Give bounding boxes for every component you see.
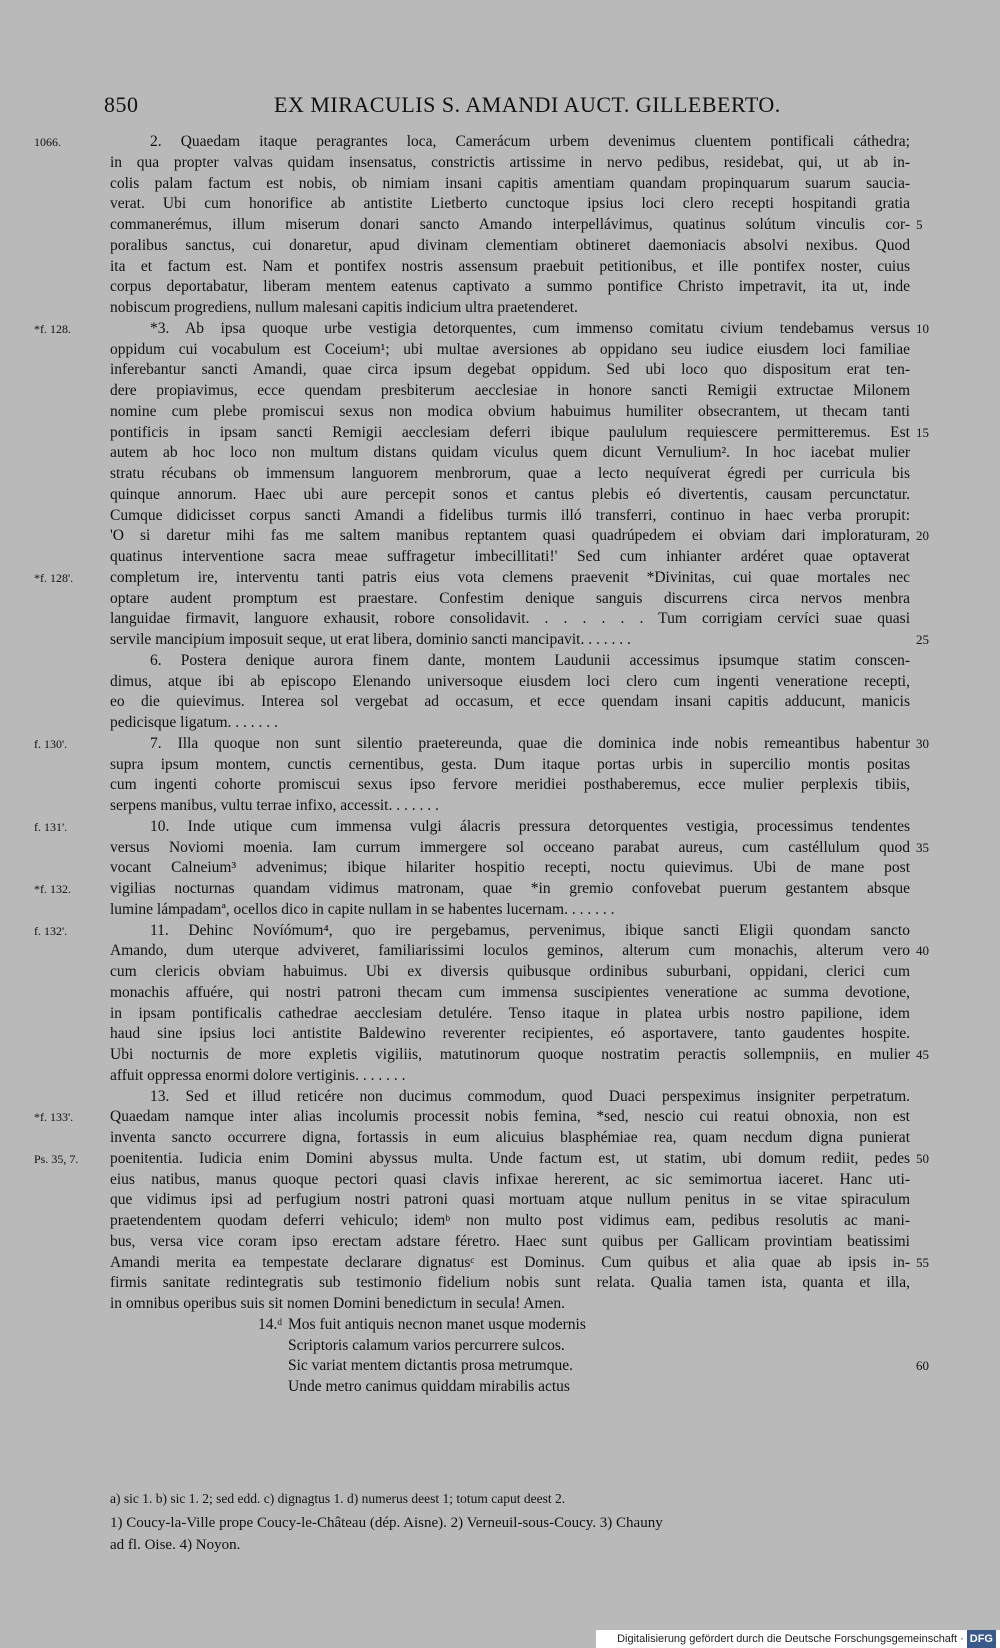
line-text: nobiscum progrediens, nullum malesani capitis indicium ultra praetenderet. xyxy=(110,299,578,316)
text-line xyxy=(0,1253,1000,1274)
line-number: 5 xyxy=(916,217,923,232)
line-text: ita et factum est. Nam et pontifex nostris assensum praebuit petitionibus, et ille pontifex noster, cuius xyxy=(110,257,910,275)
line-number: 15 xyxy=(916,424,929,440)
line-number: 60 xyxy=(916,1358,929,1374)
line-text: in qua propter valvas quidam insensatus, constrictis artissime in nervo pedibus, residebat, qui, ut ab in- xyxy=(110,153,910,171)
text-line xyxy=(0,174,1000,195)
text-line xyxy=(0,547,1000,568)
text-line xyxy=(0,1024,1000,1045)
text-line xyxy=(0,340,1000,361)
line-text: vocant Calneium³ advenimus; ibique hilariter hospitio recepti, noctu quievimus. Ubi de mane post xyxy=(110,859,910,877)
line-text: inventa sancto occurrere digna, fortassis in eum alicuius blasphémiae rea, quam necdum digna punierat xyxy=(110,1129,910,1146)
text-line xyxy=(0,1232,1000,1253)
verse-text: Sic variat mentem dictantis prosa metrumque. xyxy=(288,1357,573,1375)
line-text: eo die quievimus. Interea sol vergebat ad occasum, et ecce quendam insani capitis adducunt, manicis xyxy=(110,693,910,711)
line-number: 35 xyxy=(916,839,929,855)
line-text: poenitentia. Iudicia enim Domini abyssus multa. Unde factum est, ut statim, ubi domum rediit, pedes xyxy=(110,1149,910,1167)
line-number: 30 xyxy=(916,735,929,751)
line-text: oppidum cui vocabulum est Coceium¹; ubi multae aversiones ab oppidano seu iudice eiusdem loci familiae xyxy=(110,340,910,358)
verse-line xyxy=(0,1377,1000,1398)
line-text: corpus deportabatur, liberam mentem eatenus captivato a summo pontifice Christo impetravit, ita ut, inde xyxy=(110,278,910,296)
text-line xyxy=(0,1107,1000,1128)
text-line xyxy=(0,962,1000,983)
line-number: 50 xyxy=(916,1150,929,1166)
line-text: autem ab hoc loco non multum distans quidam viculus quem dicunt Vernulium². In hoc iacebat mulier xyxy=(110,444,910,462)
line-text: affuit oppressa enormi dolore vertiginis. . . . . . . xyxy=(110,1066,406,1084)
verse-text: Scriptoris calamum varios percurrere sulcos. xyxy=(288,1336,565,1354)
verse-line xyxy=(0,1336,1000,1357)
text-line xyxy=(0,423,1000,444)
dfg-logo: DFG xyxy=(967,1630,996,1648)
line-text: nomine cum plebe promiscui sexus non modica obvium habuimus humiliter obsecrantem, ut thecam tanti xyxy=(110,402,910,420)
text-line xyxy=(0,734,1000,755)
verse-text: Mos fuit antiquis necnon manet usque modernis xyxy=(288,1315,586,1333)
margin-reference: f. 132'. xyxy=(34,923,68,938)
text-line xyxy=(0,858,1000,879)
line-text: 13. Sed et illud reticére non ducimus commodum, quod Duaci perspeximus insigniter perpetratum. xyxy=(150,1087,910,1105)
text-line xyxy=(0,1211,1000,1232)
line-number: 25 xyxy=(916,632,929,647)
text-line xyxy=(0,319,1000,340)
line-text: pontificis in ipsam sancti Remigii aecclesiam deferri ibique paululum requiescere permitteremus. Est xyxy=(110,423,910,441)
footnotes xyxy=(110,1512,910,1556)
text-line xyxy=(0,215,1000,236)
line-text: commanerémus, illum miserum donari sancto Amando interpellávimus, quatinus solútum vinculis cor- xyxy=(110,216,910,233)
line-text: stratu récubans ob immensum languorem menbrorum, quae a lecto nequíverat égredi per curricula bis xyxy=(110,465,910,482)
text-line xyxy=(0,672,1000,693)
text-line xyxy=(0,277,1000,298)
text-line xyxy=(0,526,1000,547)
text-line xyxy=(0,1128,1000,1149)
line-text: 11. Dehinc Novíómum⁴, quo ire pergebamus, pervenimus, ibique sancti Eligii quondam sancto xyxy=(150,921,910,939)
text-line xyxy=(0,941,1000,962)
line-text: bus, versa vice coram ipso erectam adstare féretro. Haec sunt quibus per Gallicam provintiam beatissimi xyxy=(110,1232,910,1250)
text-line xyxy=(0,713,1000,734)
line-text: que vidimus ipsi ad perfugium nostri patroni quasi mortuam atque nullum penitus in se vitae spiraculum xyxy=(110,1191,910,1209)
line-text: 7. Illa quoque non sunt silentio praetereunda, quae die dominica inde nobis remeantibus habentur xyxy=(150,734,910,752)
text-line xyxy=(0,1273,1000,1294)
text-line xyxy=(0,900,1000,921)
margin-reference: 1066. xyxy=(34,135,61,149)
text-line xyxy=(0,755,1000,776)
line-text: verat. Ubi cum honorifice ab antistite Lietberto cunctoque ipsius loci clero recepti hospitandi gratia xyxy=(110,195,910,213)
line-text: in ipsam pontificalis cathedrae aecclesiam detulére. Tenso itaque in platea urbis nostro papilione, idem xyxy=(110,1004,910,1022)
line-text: dimus, atque ibi ab episcopo Elenando universoque eiusdem loci clero cum ingenti veneratione recepti, xyxy=(110,672,910,690)
line-text: eius natibus, manus quoque pectori quasi clavis infixae hererent, ac sic semimortua iaceret. Hanc uti- xyxy=(110,1170,910,1188)
line-number: 10 xyxy=(916,320,929,336)
variant-notes: a) sic 1. b) sic 1. 2; sed edd. c) dignagtus 1. d) numerus deest 1; totum caput deest 2. xyxy=(110,1491,566,1506)
text-line xyxy=(0,464,1000,485)
line-text: colis palam factum est nobis, ob nimiam insani capitis amentiam quandam propinquarum suarum saucia- xyxy=(110,174,910,192)
margin-reference: f. 130'. xyxy=(34,736,68,751)
line-text: praetendentem quodam deferri vehiculo; idemᵇ non multo post vidimus eam, pedibus resolutis ac mani- xyxy=(110,1212,910,1229)
text-line xyxy=(0,1190,1000,1211)
line-text: vigilias nocturnas quandam vidimus matronam, quae *in gremio confovebat puerum gestantem absque xyxy=(110,880,910,897)
text-line xyxy=(0,153,1000,174)
line-text: servile mancipium imposuit seque, ut erat libera, dominio sancti mancipavit. . . . . . . xyxy=(110,631,631,648)
line-text: haud sine ipsius loci antistite Baldewino reverenter recipientes, eó asportavere, tanto gaudentes hospite. xyxy=(110,1025,910,1043)
line-number: 55 xyxy=(916,1254,929,1270)
line-text: lumine lámpadamª, ocellos dico in capite nullam in se habentes lucernam. . . . . . . xyxy=(110,900,615,918)
line-text: versus Noviomi moenia. Iam currum immergere sol occeano parabat aureus, cum castéllulum quod xyxy=(110,838,910,856)
line-text: 6. Postera denique aurora finem dante, montem Laudunii accessimus ipsumque statim conscen- xyxy=(150,651,910,669)
verse-line xyxy=(0,1356,1000,1377)
text-line xyxy=(0,630,1000,651)
text-line xyxy=(0,921,1000,942)
line-text: 2. Quaedam itaque peragrantes loca, Camerácum urbem devenimus cluentem pontificali cáthedra; xyxy=(150,133,910,150)
text-line xyxy=(0,651,1000,672)
text-line xyxy=(0,1170,1000,1191)
text-line xyxy=(0,194,1000,215)
text-line xyxy=(0,1149,1000,1170)
line-text: Amandi merita ea tempestate declarare dignatusᶜ est Dominus. Cum quibus et alia quae ab ipsis in- xyxy=(110,1253,910,1271)
line-text: cum ingenti cohorte promiscui sexus ipso fervore meridiei posthaberemus, ecce mulier perplexis tibiis, xyxy=(110,776,910,794)
text-line xyxy=(0,360,1000,381)
text-line xyxy=(0,692,1000,713)
line-text: quinque annorum. Haec ubi aure percepit sonos et cantus plebis eó divertentis, causam percunctatur. xyxy=(110,485,910,503)
verse-section-number: 14.ᵈ xyxy=(258,1315,283,1333)
text-line xyxy=(0,298,1000,319)
line-text: firmis sanitate redintegratis sub testimonio fidelium nobis sunt relata. Qualia tamen ista, quanta et illa, xyxy=(110,1274,910,1292)
margin-reference: f. 131'. xyxy=(34,819,68,834)
running-title: EX MIRACULIS S. AMANDI AUCT. GILLEBERTO. xyxy=(274,92,781,117)
line-text: inferebantur sancti Amandi, quae circa ipsum degebat oppidum. Sed ubi loco quo dispositum erat ten- xyxy=(110,361,910,379)
margin-reference: *f. 128'. xyxy=(34,570,74,585)
line-number: 40 xyxy=(916,943,929,959)
line-text: monachis affuére, qui nostri patroni thecam cum immensa suscipientes veneratione ac summa devotione, xyxy=(110,983,910,1001)
main-text xyxy=(0,132,1000,1398)
text-line xyxy=(0,879,1000,900)
line-text: languidae firmavit, languore exhausit, robore consolidavit. . . . . . . Tum corrigiam cervíci suae quasi xyxy=(110,610,910,628)
text-line xyxy=(0,983,1000,1004)
text-line xyxy=(0,609,1000,630)
text-line xyxy=(0,381,1000,402)
line-text: supra ipsum montem, cunctis cernentibus, gesta. Dum itaque portas urbis in supercilio montis positas xyxy=(110,755,910,773)
text-line xyxy=(0,132,1000,153)
line-text: Ubi nocturnis de more expletis vigiliis, matutinorum quoque nostratim peractis sollempniis, en mulier xyxy=(110,1046,910,1063)
text-line xyxy=(0,589,1000,610)
line-text: cum clericis obviam habuimus. Ubi ex diversis quibusque ordinibus suburbani, oppidani, clerici cum xyxy=(110,963,910,980)
page-header xyxy=(104,92,904,122)
line-text: Amando, dum uterque adviveret, familiarissimi loculos geminos, alterum cum monachis, alterum vero xyxy=(110,942,910,960)
credit-text: Digitalisierung gefördert durch die Deutsche Forschungsgemeinschaft · xyxy=(617,1633,964,1645)
margin-reference: *f. 132. xyxy=(34,882,71,896)
text-line xyxy=(0,506,1000,527)
text-line xyxy=(0,443,1000,464)
text-line xyxy=(0,775,1000,796)
line-text: Cumque didicisset corpus sancti Amandi a fidelibus turmis illó transferri, continuo in haec verba prorupit: xyxy=(110,506,910,524)
text-line xyxy=(0,1066,1000,1087)
text-line xyxy=(0,838,1000,859)
line-text: *3. Ab ipsa quoque urbe vestigia detorquentes, cum immenso comitatu civium tendebamus versus xyxy=(150,319,910,337)
verse-text: Unde metro canimus quiddam mirabilis actus xyxy=(288,1378,570,1395)
text-line xyxy=(0,1294,1000,1315)
margin-reference: Ps. 35, 7. xyxy=(34,1151,79,1166)
text-line xyxy=(0,568,1000,589)
line-text: 10. Inde utique cum immensa vulgi álacris pressura detorquentes vestigia, processimus tendentes xyxy=(150,817,910,835)
line-number: 45 xyxy=(916,1047,929,1062)
text-line xyxy=(0,817,1000,838)
line-text: in omnibus operibus suis sit nomen Domini benedictum in secula! Amen. xyxy=(110,1295,566,1312)
line-text: optare audent promptum est praestare. Confestim denique sanguis discurrens circa nervos menbra xyxy=(110,589,910,607)
line-text: serpens manibus, vultu terrae infixo, accessit. . . . . . . xyxy=(110,797,439,814)
text-line xyxy=(0,257,1000,278)
page-number: 850 xyxy=(104,92,139,117)
text-line xyxy=(0,485,1000,506)
line-text: poralibus sanctus, cui donaretur, apud divinam clementiam obtineret daemoniacis absolvi nexibus. Quod xyxy=(110,236,910,254)
line-text: pedicisque ligatum. . . . . . . xyxy=(110,714,278,731)
text-line xyxy=(0,796,1000,817)
text-line xyxy=(0,1087,1000,1108)
line-text: quatinus interventione sacra meae suffragetur imbecillitati!' Sed cum inhianter ardéret quae optaverat xyxy=(110,548,910,565)
margin-reference: *f. 133'. xyxy=(34,1110,74,1125)
verse-line xyxy=(0,1315,1000,1336)
line-text: Quaedam namque inter alias incolumis processit nobis femina, *sed, nescio cui reatui obnoxia, non est xyxy=(110,1108,910,1126)
line-text: completum ire, interventu tanti patris eius vota clemens praevenit *Divinitas, cui quae mortales nec xyxy=(110,568,910,586)
line-number: 20 xyxy=(916,528,929,544)
digitization-credit xyxy=(596,1630,1000,1648)
footnote-row: 1) Coucy-la-Ville prope Coucy-le-Château (dép. Aisne). 2) Verneuil-sous-Coucy. 3) Chauny xyxy=(110,1515,663,1531)
text-line xyxy=(0,1004,1000,1025)
line-text: 'O si daretur mihi fas me saltem manibus reptantem quasi quadrúpedem ei obviam dari imploraturam, xyxy=(110,527,910,545)
line-text: dere propiavimus, ecce quendam presbiterum aecclesiae in honore sancti Remigii extructae Milonem xyxy=(110,382,910,399)
footnote-row: ad fl. Oise. 4) Noyon. xyxy=(110,1537,241,1553)
text-line xyxy=(0,402,1000,423)
margin-reference: *f. 128. xyxy=(34,321,71,336)
text-line xyxy=(0,1045,1000,1066)
text-line xyxy=(0,236,1000,257)
